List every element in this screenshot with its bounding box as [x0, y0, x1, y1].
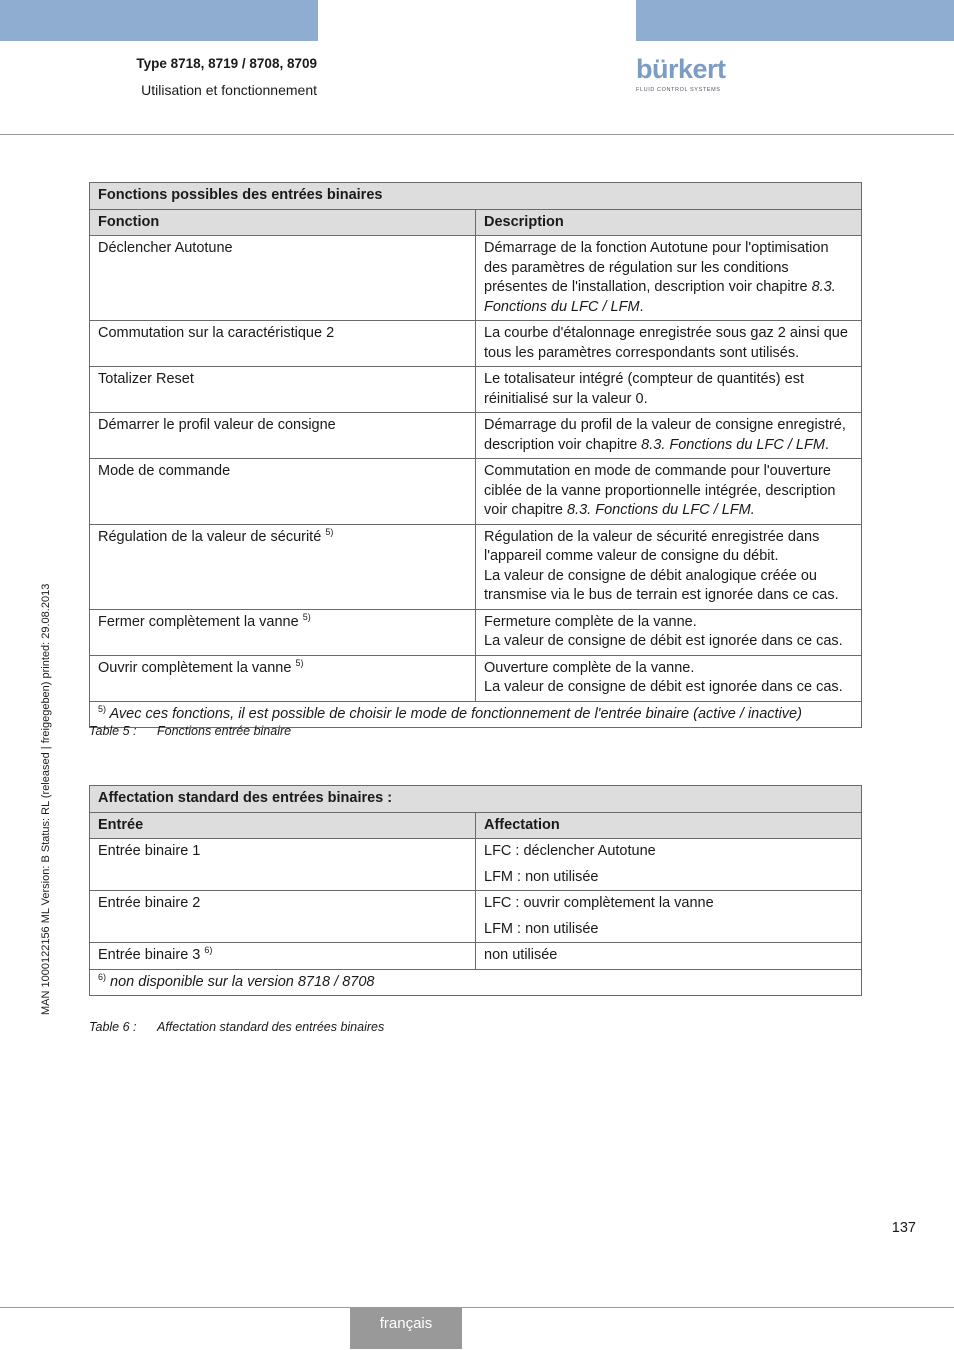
table5-col-description: Description: [476, 209, 862, 236]
function-cell: Commutation sur la caractéristique 2: [90, 321, 476, 367]
table-row: [90, 367, 862, 413]
document-status-note: MAN 1000122156 ML Version: B Status: RL (released | freigegeben) printed: 29.08.2013: [40, 583, 52, 1015]
logo-tagline: FLUID CONTROL SYSTEMS: [636, 87, 721, 93]
language-tab: français: [350, 1308, 462, 1349]
footnote-ref: 5): [295, 657, 304, 668]
function-cell: Mode de commande: [90, 459, 476, 525]
input-cell: Entrée binaire 3 $^{6)}$: [90, 943, 476, 970]
burkert-logo: [636, 54, 736, 96]
table5-footnote: $^{5)}$ Avec ces fonctions, il est possible de choisir le mode de fonctionnement de l'entrée binaire (active / inactive): [90, 701, 862, 728]
function-cell: Démarrer le profil valeur de consigne: [90, 413, 476, 459]
description-cell: Démarrage du profil de la valeur de consigne enregistré, description voir chapitre 8.3. Fonctions du LFC / LFM.: [476, 413, 862, 459]
function-cell: Totalizer Reset: [90, 367, 476, 413]
assignment-cell: LFC : ouvrir complètement la vanne LFM : non utilisée: [476, 891, 862, 943]
description-cell: La courbe d'étalonnage enregistrée sous gaz 2 ainsi que tous les paramètres correspondants sont utilisés.: [476, 321, 862, 367]
table5-col-function: Fonction: [90, 209, 476, 236]
table-binary-input-functions: [89, 182, 862, 728]
doc-type-title: Type 8718, 8719 / 8708, 8709: [136, 56, 317, 71]
table6-footnote: $^{6)}$ non disponible sur la version 8718 / 8708: [90, 969, 862, 996]
table-row: [90, 459, 862, 525]
function-cell: Ouvrir complètement la vanne $^{5)}$: [90, 655, 476, 701]
function-cell: Régulation de la valeur de sécurité $^{5)}$: [90, 524, 476, 609]
table-row: [90, 321, 862, 367]
description-cell: Démarrage de la fonction Autotune pour l'optimisation des paramètres de régulation sur les conditions présentes de l'installation, description voir chapitre 8.3. Fonctions du LFC / LFM.: [476, 236, 862, 321]
input-cell: Entrée binaire 1: [90, 839, 476, 891]
table6-caption: Table 6 : Affectation standard des entrées binaires: [89, 1020, 385, 1034]
footer-divider: [0, 1307, 954, 1308]
table-row: [90, 655, 862, 701]
description-cell: Le totalisateur intégré (compteur de quantités) est réinitialisé sur la valeur 0.: [476, 367, 862, 413]
table5-title: Fonctions possibles des entrées binaires: [90, 183, 862, 210]
table-row: [90, 413, 862, 459]
assignment-cell: non utilisée: [476, 943, 862, 970]
table-row: [90, 236, 862, 321]
doc-section-title: Utilisation et fonctionnement: [141, 82, 317, 98]
input-cell: Entrée binaire 2: [90, 891, 476, 943]
table6-col-assignment: Affectation: [476, 812, 862, 839]
table-row: [90, 609, 862, 655]
logo-wordmark: bürkert: [636, 54, 726, 84]
table6-col-input: Entrée: [90, 812, 476, 839]
page-number: 137: [891, 1220, 916, 1236]
footnote-ref: 5): [302, 611, 311, 622]
description-cell: Commutation en mode de commande pour l'ouverture ciblée de la vanne proportionnelle intégrée, description voir chapitre 8.3. Fonctions du LFC / LFM.: [476, 459, 862, 525]
table5-caption: Table 5 : Fonctions entrée binaire: [89, 724, 292, 738]
function-cell: Fermer complètement la vanne $^{5)}$: [90, 609, 476, 655]
table6-title: Affectation standard des entrées binaires :: [90, 786, 862, 813]
function-cell: Déclencher Autotune: [90, 236, 476, 321]
footnote-ref: 5): [325, 526, 334, 537]
header-divider: [0, 134, 954, 135]
table-row: [90, 524, 862, 609]
table-row: [90, 839, 862, 891]
description-cell: Régulation de la valeur de sécurité enregistrée dans l'appareil comme valeur de consigne du débit. La valeur de consigne de débit analogique créée ou transmise via le bus de terrain est ignorée dans ce cas.: [476, 524, 862, 609]
description-cell: Ouverture complète de la vanne. La valeur de consigne de débit est ignorée dans ce cas.: [476, 655, 862, 701]
header-band-left: [0, 0, 318, 41]
table-row: [90, 943, 862, 970]
assignment-cell: LFC : déclencher Autotune LFM : non utilisée: [476, 839, 862, 891]
header-band-right: [636, 0, 954, 41]
footnote-ref: 6): [204, 945, 213, 956]
table-row: [90, 891, 862, 943]
description-cell: Fermeture complète de la vanne. La valeur de consigne de débit est ignorée dans ce cas.: [476, 609, 862, 655]
table-standard-assignment: [89, 785, 862, 996]
